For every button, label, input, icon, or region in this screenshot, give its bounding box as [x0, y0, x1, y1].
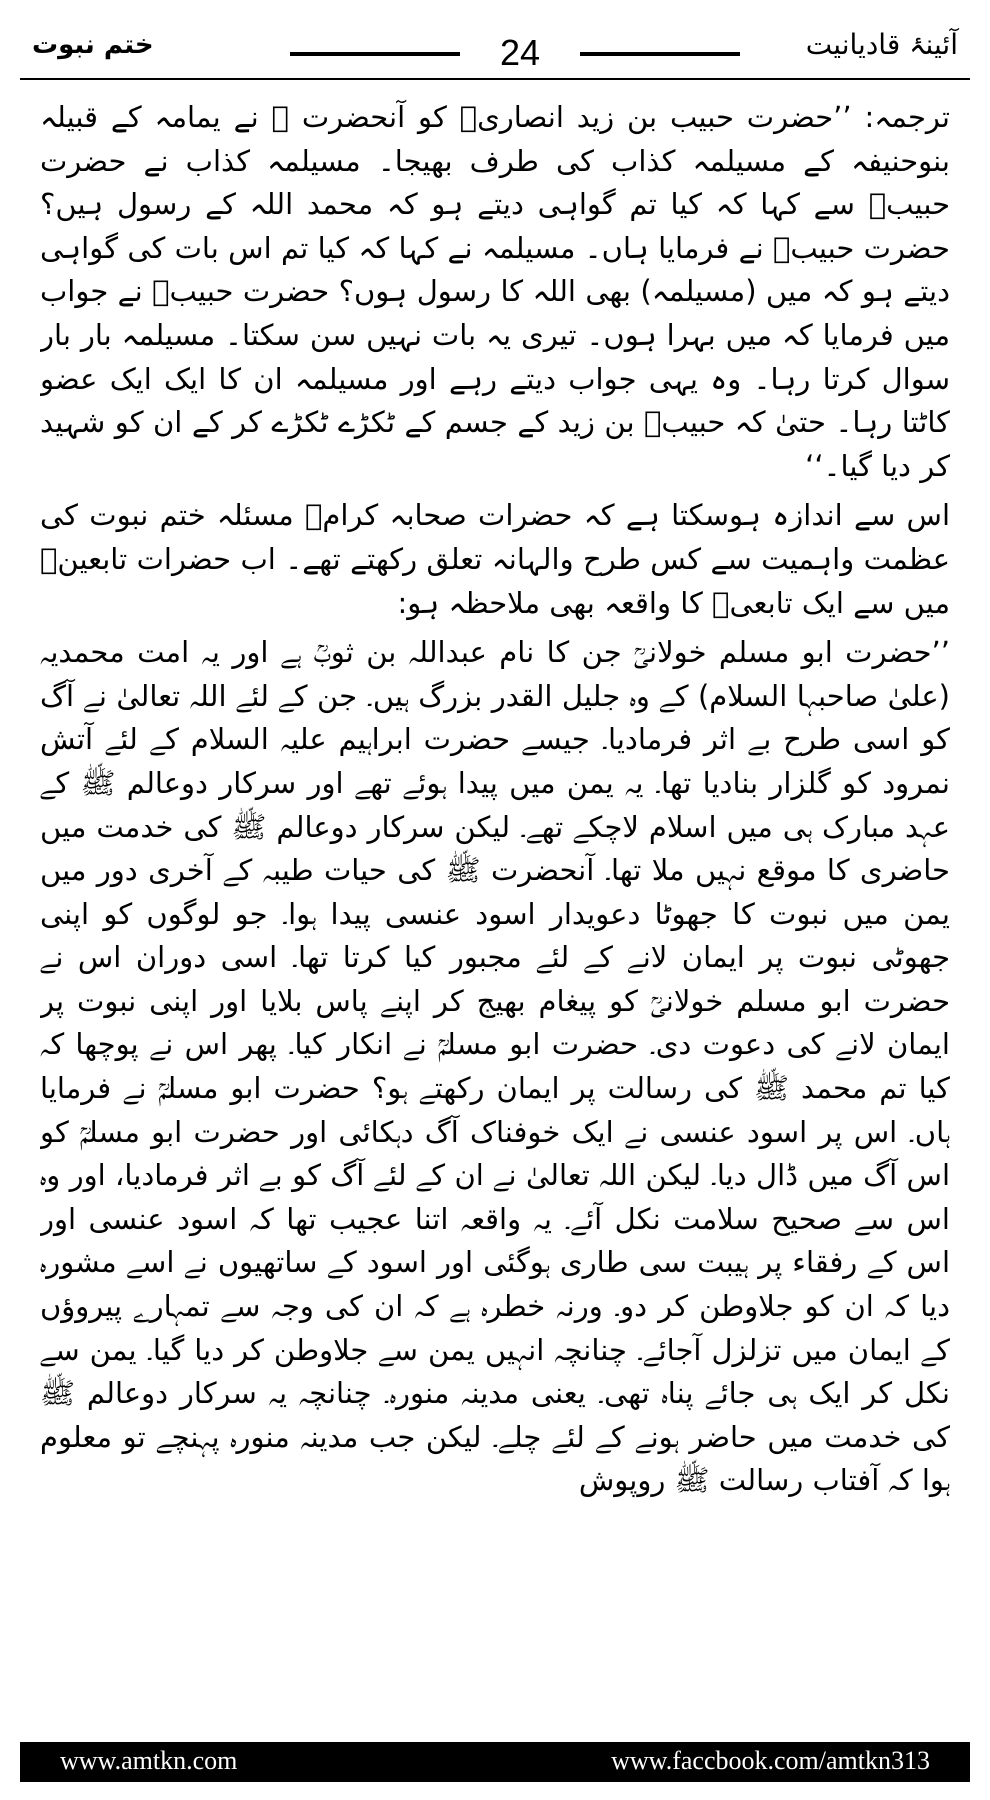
book-title: آئینۂ قادیانیت	[805, 28, 958, 61]
translation-paragraph: ترجمہ: ’’حضرت حبیب بن زید انصاریؓ کو آنحضرت ﷺ نے یمامہ کے قبیلہ بنوحنیفہ کے مسیلمہ کذاب کی طرف بھیجا۔ مسیلمہ کذاب نے حضرت حبیبؓ سے کہا کہ کیا تم گواہی دیتے ہو کہ محمد اللہ کے رسول ہیں؟ حضرت حبیبؓ نے فرمایا ہاں۔ مسیلمہ نے کہا کہ کیا تم اس بات کی گواہی دیتے ہو کہ میں (مسیلمہ) بھی اللہ کا رسول ہوں؟ حضرت حبیبؓ نے جواب میں فرمایا کہ میں بہرا ہوں۔ تیری یہ بات نہیں سن سکتا۔ مسیلمہ بار بار سوال کرتا رہا۔ وہ یہی جواب دیتے رہے اور مسیلمہ ان کا ایک ایک عضو کاٹتا رہا۔ حتیٰ کہ حبیبؓ بن زید کے جسم کے ٹکڑے ٹکڑے کر کے ان کو شہید کر دیا گیا۔‘‘	[40, 100, 950, 483]
header-rule-left	[290, 52, 460, 56]
page-footer	[20, 1742, 970, 1782]
section-title: ختم نبوت	[32, 30, 154, 60]
website-link[interactable]: www.amtkn.com	[60, 1746, 238, 1775]
header-rule-right	[580, 52, 740, 56]
page-number: 24	[499, 32, 541, 73]
commentary-paragraph: اس سے اندازہ ہوسکتا ہے کہ حضرات صحابہ کرامؓ مسئلہ ختم نبوت کی عظمت واہمیت سے کس طرح والہانہ تعلق رکھتے تھے۔ اب حضرات تابعینؒ میں سے ایک تابعیؒ کا واقعہ بھی ملاحظہ ہو:	[40, 498, 950, 620]
facebook-link[interactable]: www.faccbook.com/amtkn313	[611, 1746, 930, 1775]
header-divider	[20, 78, 970, 80]
page-body	[40, 96, 950, 1721]
story-paragraph: ’’حضرت ابو مسلم خولانیؒ جن کا نام عبداللہ بن ثوبؒ ہے اور یہ امت محمدیہ (علیٰ صاحبہا السلام) کے وہ جلیل القدر بزرگ ہیں۔ جن کے لئے اللہ تعالیٰ نے آگ کو اسی طرح بے اثر فرمادیا۔ جیسے حضرت ابراہیم علیہ السلام کے لئے آتش نمرود کو گلزار بنادیا تھا۔ یہ یمن میں پیدا ہوئے تھے اور سرکار دوعالم ﷺ کے عہد مبارک ہی میں اسلام لاچکے تھے۔ لیکن سرکار دوعالم ﷺ کی خدمت میں حاضری کا موقع نہیں ملا تھا۔ آنحضرت ﷺ کی حیات طیبہ کے آخری دور میں یمن میں نبوت کا جھوٹا دعویدار اسود عنسی پیدا ہوا۔ جو لوگوں کو اپنی جھوٹی نبوت پر ایمان لانے کے لئے مجبور کیا کرتا تھا۔ اسی دوران اس نے حضرت ابو مسلم خولانیؒ کو پیغام بھیج کر اپنے پاس بلایا اور اپنی نبوت پر ایمان لانے کی دعوت دی۔ حضرت ابو مسلمؒ نے انکار کیا۔ پھر اس نے پوچھا کہ کیا تم محمد ﷺ کی رسالت پر ایمان رکھتے ہو؟ حضرت ابو مسلمؒ نے فرمایا ہاں۔ اس پر اسود عنسی نے ایک خوفناک آگ دہکائی اور حضرت ابو مسلمؒ کو اس آگ میں ڈال دیا۔ لیکن اللہ تعالیٰ نے ان کے لئے آگ کو بے اثر فرمادیا، اور وہ اس سے صحیح سلامت نکل آئے۔ یہ واقعہ اتنا عجیب تھا کہ اسود عنسی اور اس کے رفقاء پر ہیبت سی طاری ہوگئی اور اسود کے ساتھیوں نے اسے مشورہ دیا کہ ان کو جلاوطن کر دو۔ ورنہ خطرہ ہے کہ ان کی وجہ سے تمہارے پیروؤں کے ایمان میں تزلزل آجائے۔ چنانچہ انہیں یمن سے جلاوطن کر دیا گیا۔ یمن سے نکل کر ایک ہی جائے پناہ تھی۔ یعنی مدینہ منورہ۔ چنانچہ یہ سرکار دوعالم ﷺ کی خدمت میں حاضر ہونے کے لئے چلے۔ لیکن جب مدینہ منورہ پہنچے تو معلوم ہوا کہ آفتاب رسالت ﷺ روپوش	[40, 635, 950, 1498]
page-number-group	[290, 32, 740, 76]
